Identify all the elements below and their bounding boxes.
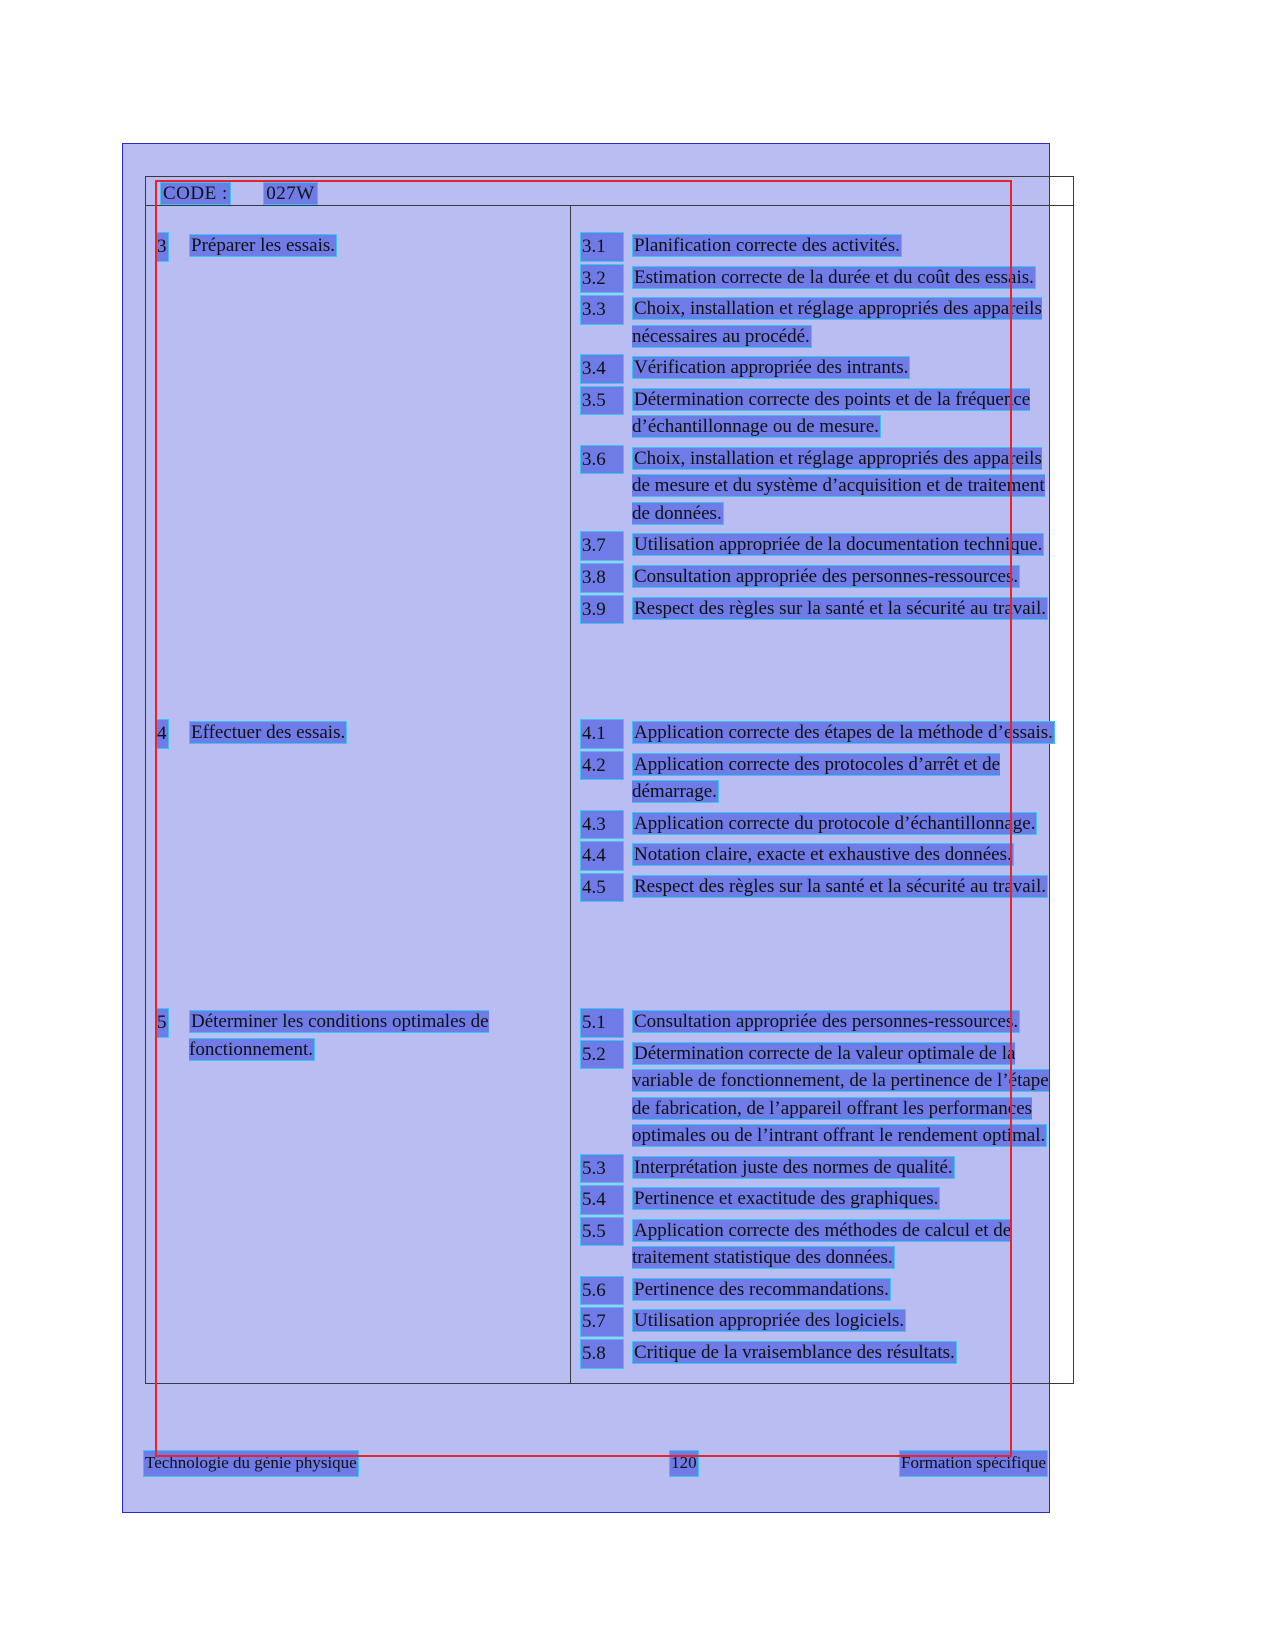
task-number: 4	[155, 719, 169, 749]
criterion	[580, 1339, 1060, 1367]
criterion-number: 4.4	[580, 841, 624, 871]
criterion	[580, 1276, 1060, 1304]
criterion-number: 3.6	[580, 445, 624, 475]
criterion-text: Application correcte du protocole d’échantillonnage.	[634, 812, 1036, 834]
page-footer	[143, 1450, 1048, 1477]
criterion-number: 4.5	[580, 873, 624, 903]
code-value: 027W	[263, 182, 317, 205]
criterion-text: Détermination correcte des points et de la fréquence d’échantillonnage ou de mesure.	[632, 388, 1031, 438]
criterion-text: Pertinence des recommandations.	[634, 1278, 889, 1300]
criterion-number: 4.3	[580, 810, 624, 840]
criterion-number: 5.2	[580, 1040, 624, 1070]
criterion-number: 4.1	[580, 719, 624, 749]
criterion-number: 3.1	[580, 232, 624, 262]
footer-left: Technologie du génie physique	[143, 1450, 359, 1477]
task-label: Déterminer les conditions optimales de fonctionnement.	[189, 1011, 489, 1060]
criteria-cell	[580, 1008, 1060, 1371]
criterion	[580, 1307, 1060, 1335]
criterion-number: 5.7	[580, 1307, 624, 1337]
footer-right: Formation spécifique	[899, 1450, 1048, 1477]
criterion	[580, 1040, 1060, 1150]
criteria-cell	[580, 719, 1060, 904]
criterion-text: Vérification appropriée des intrants.	[634, 357, 909, 379]
criteria-cell	[580, 232, 1060, 626]
criterion-text: Application correcte des étapes de la méthode d’essais.	[634, 722, 1053, 743]
criterion	[580, 531, 1060, 559]
criterion-text: Interprétation juste des normes de qualité.	[634, 1156, 953, 1178]
criterion	[580, 751, 1060, 806]
criterion-text: Choix, installation et réglage appropriés des appareils de mesure et du système d’acquisition et de traitement de données.	[632, 447, 1045, 524]
criterion-number: 3.3	[580, 295, 624, 325]
criterion-text: Respect des règles sur la santé et la sécurité au travail.	[634, 597, 1047, 619]
criterion-text: Estimation correcte de la durée et du coût des essais.	[634, 266, 1034, 288]
criterion-number: 5.3	[580, 1154, 624, 1184]
criterion-number: 3.4	[580, 354, 624, 384]
criterion-number: 4.2	[580, 751, 624, 781]
criterion-number: 3.9	[580, 595, 624, 625]
criterion-number: 3.7	[580, 531, 624, 561]
criterion-text: Utilisation appropriée de la documentation technique.	[634, 534, 1043, 556]
criterion	[580, 719, 1060, 747]
task-cell	[155, 719, 565, 747]
criterion	[580, 232, 1060, 260]
criterion	[580, 264, 1060, 292]
criterion	[580, 1008, 1060, 1036]
code-header	[160, 180, 318, 208]
criterion-number: 5.5	[580, 1217, 624, 1247]
criterion	[580, 295, 1060, 350]
criterion	[580, 595, 1060, 623]
criterion-text: Notation claire, exacte et exhaustive des données.	[634, 844, 1012, 866]
criterion	[580, 445, 1060, 528]
criterion-text: Détermination correcte de la valeur optimale de la variable de fonctionnement, de la pertinence de l’étape de fabrication, de l’appareil offrant les performances optimales ou de l’intrant offrant le rendement optimal.	[632, 1042, 1049, 1147]
criterion-text: Respect des règles sur la santé et la sécurité au travail.	[634, 875, 1047, 897]
criterion	[580, 873, 1060, 901]
criterion	[580, 1217, 1060, 1272]
task-cell	[155, 1008, 565, 1063]
criterion-text: Choix, installation et réglage appropriés des appareils nécessaires au procédé.	[632, 298, 1042, 347]
criterion	[580, 1185, 1060, 1213]
code-label: CODE :	[160, 182, 231, 205]
task-label: Préparer les essais.	[191, 235, 336, 256]
criterion-text: Consultation appropriée des personnes-ressources.	[634, 1011, 1019, 1032]
criterion	[580, 354, 1060, 382]
criterion	[580, 563, 1060, 591]
criterion-number: 3.8	[580, 563, 624, 593]
criterion-text: Critique de la vraisemblance des résultats.	[634, 1342, 955, 1364]
criterion	[580, 1154, 1060, 1182]
criterion	[580, 841, 1060, 869]
task-number: 3	[155, 232, 169, 262]
task-number: 5	[155, 1008, 169, 1038]
criterion-number: 5.1	[580, 1008, 624, 1038]
criterion-number: 5.8	[580, 1339, 624, 1369]
criterion-text: Application correcte des protocoles d’arrêt et de démarrage.	[632, 753, 1001, 803]
criterion-text: Utilisation appropriée des logiciels.	[634, 1310, 905, 1332]
criterion-number: 5.4	[580, 1185, 624, 1215]
criterion-text: Planification correcte des activités.	[634, 235, 900, 256]
footer-page-number: 120	[669, 1450, 699, 1477]
column-divider	[570, 205, 571, 1384]
criterion-number: 3.2	[580, 264, 624, 294]
criterion-text: Pertinence et exactitude des graphiques.	[634, 1188, 939, 1210]
task-label: Effectuer des essais.	[191, 722, 346, 743]
criterion	[580, 386, 1060, 441]
criterion	[580, 810, 1060, 838]
task-cell	[155, 232, 565, 260]
criterion-number: 5.6	[580, 1276, 624, 1306]
criterion-number: 3.5	[580, 386, 624, 416]
criterion-text: Application correcte des méthodes de calcul et de traitement statistique des données.	[632, 1219, 1012, 1269]
criterion-text: Consultation appropriée des personnes-ressources.	[634, 566, 1019, 588]
